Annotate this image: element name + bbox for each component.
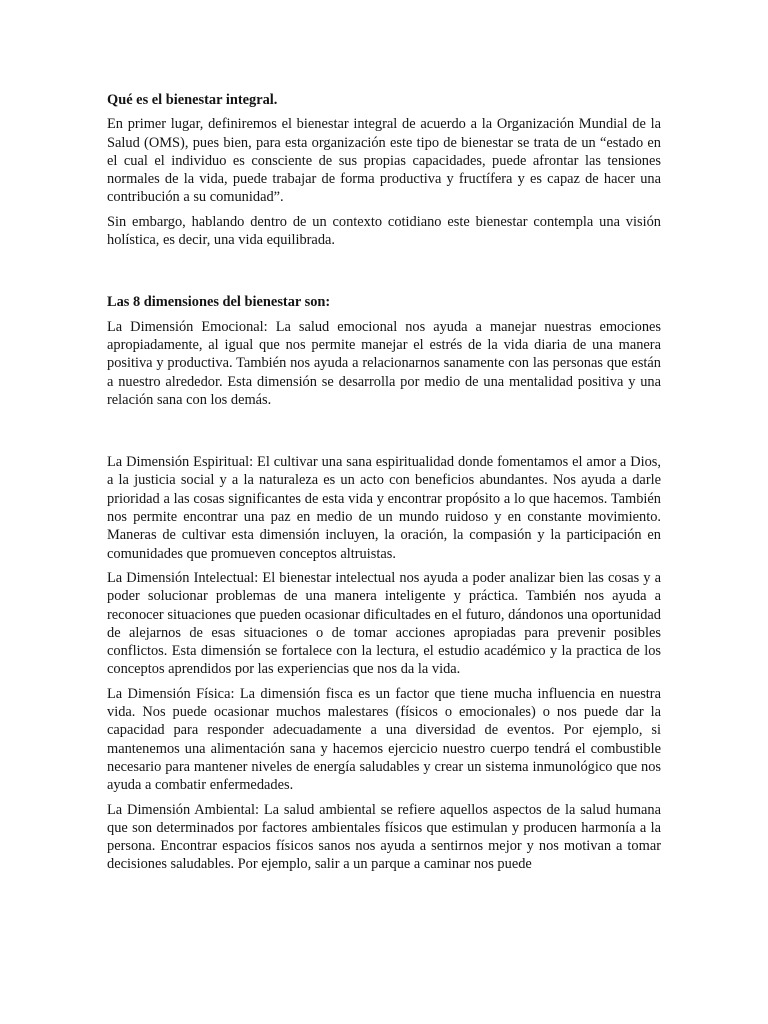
- section-heading-dimensiones: Las 8 dimensiones del bienestar son:: [107, 294, 331, 311]
- paragraph-dimension-fisica: La Dimensión Física: La dimensión fisca es un factor que tiene mucha influencia en nuestra vida. Nos puede ocasionar muchos malestares (físicos o emocionales) o nos puede dar la capacidad para responder adecuadamente a una diversidad de eventos. Por ejemplo, si mantenemos una alimentación sana y hacemos ejercicio nuestro cuerpo tendrá el combustible necesario para mantener niveles de energía saludables y crear un sistema inmunológico que nos ayuda a combatir enfermedades.: [107, 685, 661, 794]
- spacer: [107, 415, 661, 453]
- document-page: [107, 91, 661, 880]
- paragraph-definicion-oms: En primer lugar, definiremos el bienestar integral de acuerdo a la Organización Mundial de la Salud (OMS), pues bien, para esta organización este tipo de bienestar se trata de un “estado en el cual el individuo es consciente de sus propias capacidades, puede afrontar las tensiones normales de la vida, puede trabajar de forma productiva y fructífera y es capaz de hacer una contribución a su comunidad”.: [107, 116, 661, 206]
- paragraph-dimension-intelectual: La Dimensión Intelectual: El bienestar intelectual nos ayuda a poder analizar bien las cosas y a poder solucionar problemas de una manera inteligente y práctica. También nos ayuda a reconocer situaciones que pueden ocasionar dificultades en el futuro, dándonos una oportunidad de alejarnos de esas situaciones o de tomar acciones apropiadas para prevenir posibles conflictos. Esta dimensión se fortalece con la lectura, el estudio académico y la practica de los conceptos aprendidos por las experiencias que nos da la vida.: [107, 569, 661, 678]
- paragraph-dimension-espiritual: La Dimensión Espiritual: El cultivar una sana espiritualidad donde fomentamos el amor a Dios, a la justicia social y a la naturaleza es un acto con beneficios abundantes. Nos ayuda a darle prioridad a las cosas significantes de esta vida y encontrar propósito a lo que hacemos. También nos permite encontrar una paz en medio de un mundo ruidoso y en constante movimiento. Maneras de cultivar esta dimensión incluyen, la oración, la compasión y la participación en comunidades que promueven conceptos altruistas.: [107, 454, 661, 562]
- paragraph-dimension-ambiental: La Dimensión Ambiental: La salud ambiental se refiere aquellos aspectos de la salud humana que son determinados por factores ambientales físicos que estimulan y producen harmonía a la persona. Encontrar espacios físicos sanos nos ayuda a sentirnos mejor y nos motivan a tomar decisiones saludables. Por ejemplo, salir a un parque a caminar nos puede: [107, 801, 661, 873]
- spacer: [107, 255, 661, 293]
- paragraph-vision-holistica: Sin embargo, hablando dentro de un contexto cotidiano este bienestar contempla una visión holística, es decir, una vida equilibrada.: [107, 213, 661, 249]
- section-heading-bienestar-integral: Qué es el bienestar integral.: [107, 92, 278, 108]
- paragraph-dimension-emocional: La Dimensión Emocional: La salud emocional nos ayuda a manejar nuestras emociones apropiadamente, al igual que nos permite manejar el estrés de la vida diaria de una manera positiva y productiva. También nos ayuda a relacionarnos sanamente con las personas que están a nuestro alrededor. Esta dimensión se desarrolla por medio de una mentalidad positiva y una relación sana con los demás.: [107, 318, 661, 408]
